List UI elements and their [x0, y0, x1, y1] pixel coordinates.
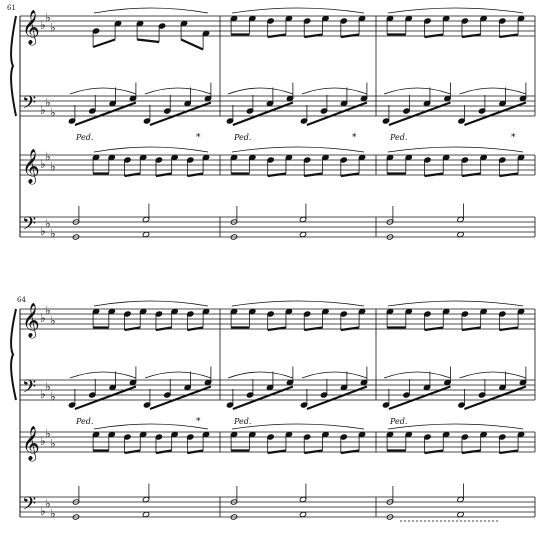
rh-note	[499, 18, 506, 37]
flat-sign: ♭	[40, 103, 46, 117]
lh-note	[423, 88, 430, 107]
bass-half-note	[142, 204, 149, 223]
rh-phrase-slur	[388, 301, 523, 306]
rh-note	[499, 157, 506, 176]
rh-note	[249, 431, 256, 450]
lh-slur	[70, 372, 136, 378]
rh-note	[249, 154, 256, 173]
rh-beam	[341, 174, 359, 177]
lh-slur	[460, 372, 527, 378]
lh-note	[246, 379, 253, 398]
treble-clef-icon: 𝄞	[22, 149, 40, 184]
grand-staff-brace	[11, 16, 16, 116]
rh-note	[202, 154, 209, 173]
rh-note	[108, 431, 115, 450]
rh-beam	[156, 174, 172, 177]
rh-beam	[125, 174, 141, 177]
rh-note	[322, 308, 329, 327]
lh-note	[266, 88, 273, 107]
bass-clef-icon: 𝄢	[22, 494, 37, 519]
rh-phrase-slur	[232, 424, 364, 429]
rh-phrase-slur	[232, 301, 364, 306]
lh-note	[226, 389, 233, 408]
flat-sign: ♭	[40, 18, 46, 32]
rh-note	[230, 431, 237, 450]
rh-note	[92, 154, 99, 173]
flat-sign: ♭	[45, 379, 51, 394]
lh-note	[300, 389, 307, 408]
flat-sign: ♭	[50, 105, 56, 120]
rh-beam	[462, 174, 481, 177]
lh-slur	[145, 372, 211, 378]
lh-note	[382, 389, 389, 408]
staff-piano-left-hand	[20, 380, 535, 400]
rh-note	[158, 23, 165, 42]
bass-clef-icon: 𝄢	[22, 214, 37, 239]
treble-clef-icon: 𝄞	[22, 303, 40, 338]
lh-slur	[302, 372, 367, 378]
rh-note	[155, 434, 162, 453]
rh-note	[249, 308, 256, 327]
rh-note	[424, 18, 431, 37]
flat-sign: ♭	[40, 157, 46, 171]
rh-phrase-slur	[94, 424, 208, 429]
rh-note	[187, 311, 194, 330]
rh-beam	[156, 328, 172, 331]
rh-note	[171, 308, 178, 327]
lh-note	[266, 372, 273, 391]
lh-note	[226, 105, 233, 124]
rh-phrase-slur	[94, 8, 208, 13]
rh-note	[405, 431, 412, 450]
rh-note	[267, 157, 274, 176]
rh-note	[480, 308, 487, 327]
lh-note	[300, 105, 307, 124]
rh-beam	[341, 451, 359, 454]
lh-note	[382, 105, 389, 124]
rh-beam	[125, 328, 141, 331]
flat-sign: ♭	[40, 311, 46, 325]
rh-note	[139, 308, 146, 327]
lh-note	[109, 88, 116, 107]
lh-note	[109, 372, 116, 391]
flat-sign: ♭	[50, 313, 56, 328]
flat-sign: ♭	[50, 226, 56, 241]
rh-note	[249, 15, 256, 34]
lh-note	[458, 105, 465, 124]
rh-note	[442, 308, 449, 327]
rh-note	[230, 15, 237, 34]
treble-clef-icon: 𝄞	[22, 10, 40, 45]
lh-slur	[302, 88, 367, 94]
lh-note	[89, 379, 96, 398]
rh-note	[358, 15, 365, 34]
rh-note	[108, 308, 115, 327]
lh-note	[403, 95, 410, 114]
rh-note	[517, 431, 524, 450]
rh-note	[285, 431, 292, 450]
rh-beam	[181, 40, 203, 50]
bass-half-note	[299, 204, 306, 223]
rh-note	[322, 154, 329, 173]
lh-note	[423, 372, 430, 391]
lh-note	[320, 379, 327, 398]
pedal-mark: Ped.	[234, 417, 252, 426]
lh-slur	[384, 88, 451, 94]
measure-number-64: 64	[17, 296, 26, 304]
rh-note	[480, 431, 487, 450]
rh-note	[386, 154, 393, 173]
lh-note	[499, 88, 506, 107]
rh-note	[461, 311, 468, 330]
lh-slur	[384, 372, 451, 378]
bass-half-note	[457, 204, 464, 223]
rh-note	[303, 18, 310, 37]
pedal-mark: Ped.	[76, 133, 94, 142]
lh-slur	[145, 88, 211, 94]
rh-note	[285, 154, 292, 173]
rh-note	[303, 157, 310, 176]
rh-beam	[499, 328, 518, 331]
rh-note	[187, 434, 194, 453]
lh-note	[143, 105, 150, 124]
rh-note	[442, 154, 449, 173]
lh-note	[340, 88, 347, 107]
rh-note	[405, 15, 412, 34]
rh-note	[340, 157, 347, 176]
rh-beam	[268, 35, 286, 38]
rh-note	[480, 15, 487, 34]
rh-note	[230, 154, 237, 173]
rh-note	[202, 30, 209, 49]
rh-note	[322, 431, 329, 450]
rh-note	[171, 154, 178, 173]
lh-note	[68, 389, 75, 408]
lh-slur	[460, 88, 527, 94]
lh-note	[340, 372, 347, 391]
rh-note	[139, 431, 146, 450]
rh-note	[461, 18, 468, 37]
rh-note	[202, 308, 209, 327]
grand-staff-brace	[11, 309, 16, 400]
rh-note	[442, 15, 449, 34]
rh-note	[442, 431, 449, 450]
lh-note	[184, 372, 191, 391]
rh-note	[517, 154, 524, 173]
rh-note	[267, 311, 274, 330]
pedal-release-mark: *	[196, 417, 201, 427]
rh-note	[386, 15, 393, 34]
rh-beam	[425, 174, 444, 177]
rh-note	[358, 431, 365, 450]
lh-slur	[228, 88, 293, 94]
rh-beam	[268, 451, 286, 454]
lh-note	[246, 95, 253, 114]
rh-beam	[462, 451, 481, 454]
rh-note	[202, 431, 209, 450]
rh-note	[340, 434, 347, 453]
rh-note	[358, 154, 365, 173]
rh-note	[517, 308, 524, 327]
rh-note	[187, 157, 194, 176]
rh-note	[424, 434, 431, 453]
rh-phrase-slur	[232, 147, 364, 152]
bass-half-note	[299, 484, 306, 503]
rh-note	[386, 308, 393, 327]
flat-sign: ♭	[40, 504, 46, 518]
rh-note	[461, 434, 468, 453]
rh-beam	[304, 35, 322, 38]
rh-note	[303, 434, 310, 453]
rh-note	[108, 154, 115, 173]
rh-note	[267, 434, 274, 453]
pedal-release-mark: *	[352, 133, 357, 143]
rh-beam	[187, 451, 203, 454]
rh-beam	[93, 40, 115, 48]
rh-note	[461, 157, 468, 176]
rh-note	[424, 157, 431, 176]
bass-half-note	[457, 484, 464, 503]
rh-beam	[341, 35, 359, 38]
lh-note	[458, 389, 465, 408]
rh-beam	[462, 328, 481, 331]
rh-note	[155, 311, 162, 330]
rh-note	[285, 308, 292, 327]
rh-phrase-slur	[388, 8, 523, 13]
flat-sign: ♭	[50, 20, 56, 35]
pedal-mark: Ped.	[234, 133, 252, 142]
rh-note	[180, 20, 187, 39]
lh-note	[68, 105, 75, 124]
rh-beam	[137, 40, 159, 43]
rh-beam	[462, 35, 481, 38]
rh-note	[155, 157, 162, 176]
rh-beam	[125, 451, 141, 454]
rh-note	[230, 308, 237, 327]
rh-note	[405, 154, 412, 173]
lh-note	[143, 389, 150, 408]
rh-note	[124, 434, 131, 453]
flat-sign: ♭	[45, 149, 51, 164]
flat-sign: ♭	[40, 224, 46, 238]
lh-note	[320, 95, 327, 114]
rh-beam	[268, 328, 286, 331]
flat-sign: ♭	[50, 436, 56, 451]
flat-sign: ♭	[40, 434, 46, 448]
rh-note	[340, 311, 347, 330]
lh-slur	[228, 372, 293, 378]
flat-sign: ♭	[45, 95, 51, 110]
rh-beam	[425, 35, 444, 38]
lh-note	[478, 379, 485, 398]
rh-beam	[268, 174, 286, 177]
lh-note	[478, 95, 485, 114]
rh-note	[340, 18, 347, 37]
rh-note	[92, 431, 99, 450]
flat-sign: ♭	[50, 506, 56, 521]
rh-phrase-slur	[388, 147, 523, 152]
rh-beam	[499, 35, 518, 38]
rh-note	[517, 15, 524, 34]
rh-phrase-slur	[94, 147, 208, 152]
lh-note	[184, 88, 191, 107]
bass-clef-icon: 𝄢	[22, 93, 37, 118]
flat-sign: ♭	[45, 216, 51, 231]
lh-note	[403, 379, 410, 398]
rh-phrase-slur	[388, 424, 523, 429]
rh-beam	[425, 451, 444, 454]
pedal-mark: Ped.	[390, 133, 408, 142]
rh-note	[405, 308, 412, 327]
flat-sign: ♭	[50, 389, 56, 404]
flat-sign: ♭	[45, 10, 51, 25]
rh-note	[171, 431, 178, 450]
rh-note	[139, 154, 146, 173]
rh-note	[424, 311, 431, 330]
bass-clef-icon: 𝄢	[22, 377, 37, 402]
rh-phrase-slur	[94, 301, 208, 306]
staff-piano-left-hand	[20, 96, 535, 116]
rh-beam	[304, 451, 322, 454]
lh-note	[164, 95, 171, 114]
rh-note	[285, 15, 292, 34]
rh-beam	[156, 451, 172, 454]
treble-clef-icon: 𝄞	[22, 426, 40, 461]
rh-beam	[499, 174, 518, 177]
pedal-release-mark: *	[511, 133, 516, 143]
rh-beam	[499, 451, 518, 454]
flat-sign: ♭	[50, 159, 56, 174]
lh-slur	[70, 88, 136, 94]
rh-note	[124, 311, 131, 330]
pedal-mark: Ped.	[76, 417, 94, 426]
rh-note	[267, 18, 274, 37]
rh-note	[322, 15, 329, 34]
flat-sign: ♭	[45, 303, 51, 318]
rh-note	[499, 311, 506, 330]
rh-note	[499, 434, 506, 453]
rh-note	[386, 431, 393, 450]
rh-beam	[187, 174, 203, 177]
flat-sign: ♭	[40, 387, 46, 401]
rh-beam	[304, 174, 322, 177]
rh-note	[480, 154, 487, 173]
rh-note	[303, 311, 310, 330]
rh-note	[358, 308, 365, 327]
bass-half-note	[142, 484, 149, 503]
pedal-release-mark: *	[196, 133, 201, 143]
rh-note	[136, 20, 143, 39]
flat-sign: ♭	[45, 496, 51, 511]
pedal-mark: Ped.	[390, 417, 408, 426]
rh-beam	[341, 328, 359, 331]
rh-note	[114, 20, 121, 39]
rh-beam	[304, 328, 322, 331]
rh-note	[92, 308, 99, 327]
rh-note	[124, 157, 131, 176]
rh-beam	[187, 328, 203, 331]
lh-note	[164, 379, 171, 398]
measure-number-61: 61	[7, 4, 16, 12]
flat-sign: ♭	[45, 426, 51, 441]
lh-note	[89, 95, 96, 114]
lh-note	[499, 372, 506, 391]
rh-beam	[425, 328, 444, 331]
rh-phrase-slur	[232, 8, 364, 13]
